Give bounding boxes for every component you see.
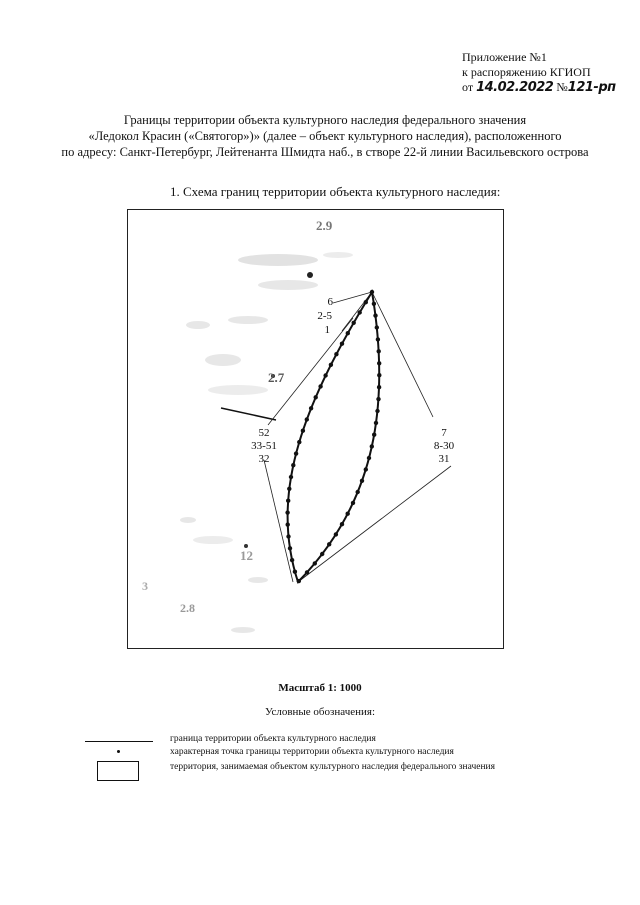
title-line-3: по адресу: Санкт-Петербург, Лейтенанта Шмидта наб., в створе 22-й линии Васильевского острова [61,145,589,159]
map-drawing [128,210,503,648]
faint-label: 12 [240,548,253,563]
boundary-point [290,558,294,562]
boundary-point [372,433,376,437]
leader-lines [264,292,451,582]
number-prefix: № [556,80,568,94]
boundary-point [327,542,331,546]
boundary-point [323,373,327,377]
faint-label: 2.9 [316,218,333,233]
boundary-point [286,499,290,503]
legend-boundary-line-symbol [85,741,153,742]
boundary-point [286,522,290,526]
document-title [40,112,610,160]
boundary-point [313,561,317,565]
title-line-2: «Ледокол Красин («Святогор»)» (далее – объект культурного наследия), расположенного [88,129,562,143]
boundary-point [375,409,379,413]
boundary-point [291,463,295,467]
boundary-point [293,570,297,574]
boundary-point [351,501,355,505]
boundary-point [329,363,333,367]
boundary-point [370,444,374,448]
legend-title: Условные обозначения: [264,706,376,718]
point-label: 1 [324,324,330,336]
boundary-outline [288,292,380,582]
boundary-point [297,579,301,583]
point-label: 6 [327,296,333,308]
annex-date: 14.02.2022 [476,80,554,95]
boundary-point [375,325,379,329]
point-label: 33-51 [251,440,277,452]
boundary-map [127,209,504,649]
date-prefix: от [462,80,474,94]
annex-date-line [462,80,616,95]
boundary-point [377,361,381,365]
boundary-point [373,313,377,317]
annex-line-2: к распоряжению КГИОП [462,65,591,79]
boundary-point [358,310,362,314]
boundary-point [377,385,381,389]
boundary-point [314,395,318,399]
boundary-point [286,534,290,538]
boundary-point [334,352,338,356]
boundary-point [309,406,313,410]
legend-item-point: характерная точка границы территории объекта культурного наследия [170,747,454,757]
boundary-point [377,373,381,377]
boundary-point [305,570,309,574]
labels-left [251,427,277,465]
boundary-point [346,331,350,335]
boundary-point [297,440,301,444]
boundary-point [356,490,360,494]
boundary-point [287,487,291,491]
faint-label: 2.7 [268,370,285,385]
map-line [221,408,276,420]
boundary-point [372,302,376,306]
boundary-point [360,479,364,483]
boundary-point [288,546,292,550]
labels-right [434,427,455,465]
boundary-point [352,321,356,325]
annex-number: 121-рп [567,80,616,95]
legend-item-boundary: граница территории объекта культурного наследия [170,734,376,744]
point-label: 31 [438,453,450,465]
legend-item-territory: территория, занимаемая объектом культурного наследия федерального значения [170,762,495,772]
legend-territory-symbol [97,761,139,781]
boundary-point [377,349,381,353]
boundary-point [318,384,322,388]
annex-line-1: Приложение №1 [462,50,547,64]
boundary-point [320,552,324,556]
boundary-point [376,337,380,341]
boundary-point [340,522,344,526]
boundary-point [376,397,380,401]
boundary-point [301,429,305,433]
point-label: 7 [441,427,447,439]
map-dot [307,272,313,278]
boundary-point [364,300,368,304]
boundary-point [374,421,378,425]
point-label: 2-5 [317,310,332,322]
boundary-point [367,456,371,460]
legend-point-symbol [117,750,120,753]
boundary-point [285,510,289,514]
boundary-point [364,467,368,471]
faint-label: 3 [142,579,148,593]
section-heading: 1. Схема границ территории объекта культурного наследия: [170,184,501,199]
faint-label: 2.8 [180,601,195,615]
labels-top [317,296,333,336]
boundary-point [346,512,350,516]
boundary-point [334,532,338,536]
boundary-point [305,417,309,421]
boundary-point [294,451,298,455]
boundary-point [340,342,344,346]
title-line-1: Границы территории объекта культурного наследия федерального значения [123,113,527,127]
point-label: 8-30 [433,440,455,452]
annex-block [462,50,616,95]
boundary-point [289,475,293,479]
boundary-point [370,290,374,294]
point-label: 32 [258,453,270,465]
point-label: 52 [258,427,270,439]
map-scale: Масштаб 1: 1000 [278,682,362,694]
